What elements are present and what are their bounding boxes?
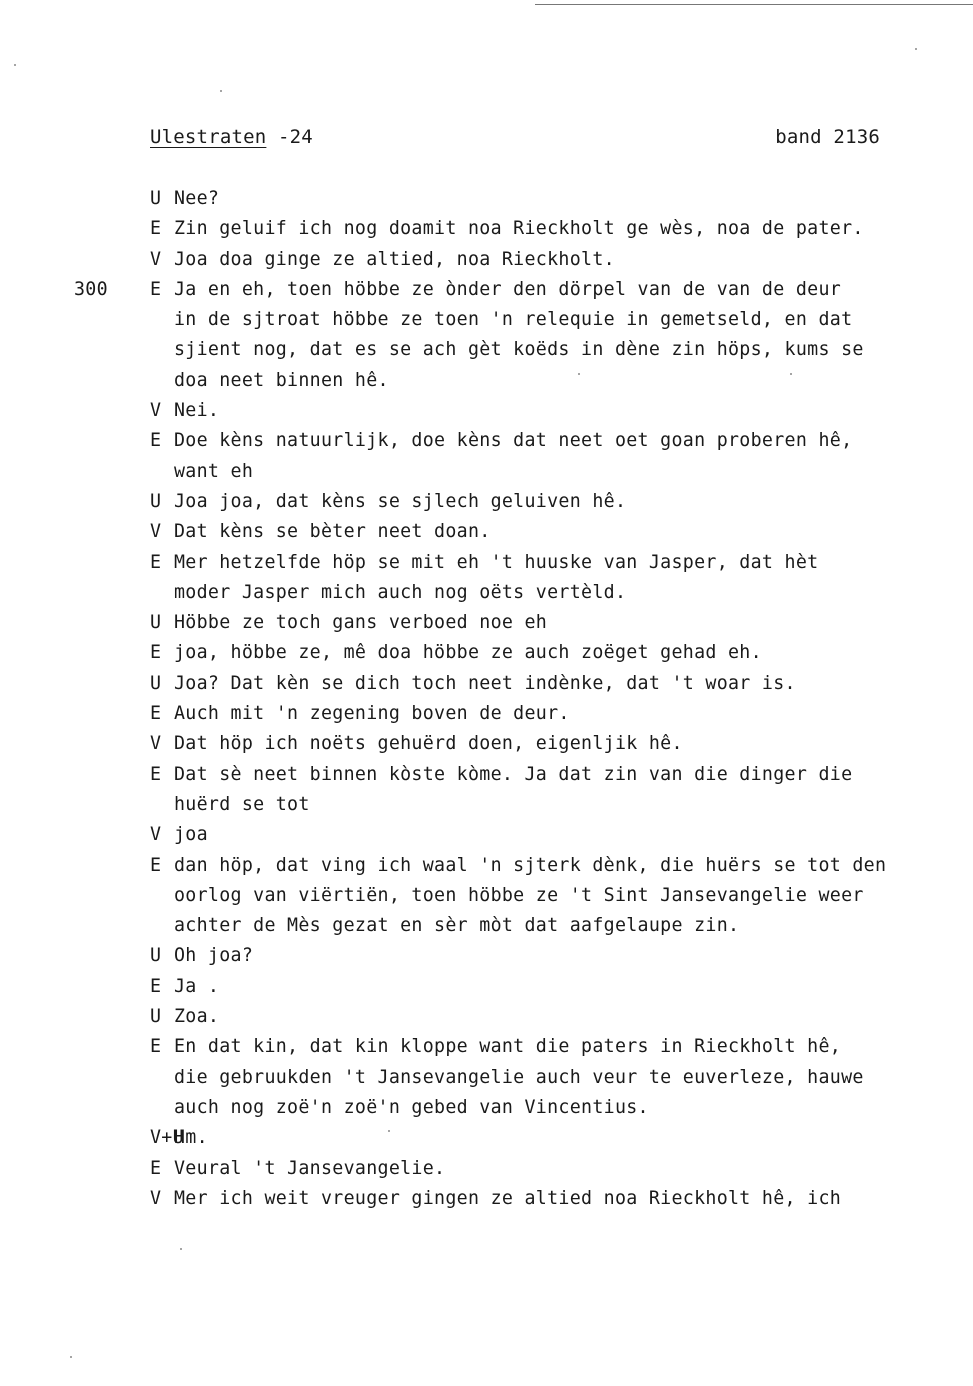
utterance-text: auch nog zoë'n zoë'n gebed van Vincentius. bbox=[174, 1096, 649, 1118]
utterance-text: in de sjtroat höbbe ze toen 'n relequie in gemetseld, en dat bbox=[174, 309, 853, 331]
transcript-line bbox=[0, 1063, 973, 1093]
scan-speck bbox=[220, 90, 222, 92]
utterance-text: Dat höp ich noëts gehuërd doen, eigenljik hê. bbox=[174, 733, 683, 755]
utterance-text: Nei. bbox=[174, 400, 220, 422]
utterance-text: Zin geluif ich nog doamit noa Rieckholt ge wès, noa de pater. bbox=[174, 218, 864, 240]
speaker-label: V bbox=[150, 1187, 162, 1209]
transcript-line bbox=[0, 548, 973, 578]
transcript-line bbox=[0, 517, 973, 547]
speaker-label: E bbox=[150, 703, 162, 725]
speaker-label: U bbox=[150, 1006, 162, 1028]
utterance-text: huërd se tot bbox=[174, 793, 310, 815]
utterance-text: dan höp, dat ving ich waal 'n sjterk dènk, die huërs se tot den bbox=[174, 854, 887, 876]
speaker-label: V bbox=[150, 521, 162, 543]
scan-speck bbox=[180, 1248, 182, 1250]
utterance-text: En dat kin, dat kin kloppe want die paters in Rieckholt hê, bbox=[174, 1036, 842, 1058]
page-number: -24 bbox=[278, 126, 313, 148]
speaker-label: E bbox=[150, 763, 162, 785]
utterance-text: doa neet binnen hê. bbox=[174, 369, 389, 391]
speaker-label: V bbox=[150, 248, 162, 270]
transcript-line bbox=[0, 275, 973, 305]
utterance-text: Joa? Dat kèn se dich toch neet indènke, dat 't woar is. bbox=[174, 672, 796, 694]
transcript-line bbox=[0, 245, 973, 275]
speaker-label: E bbox=[150, 975, 162, 997]
margin-line-number: 300 bbox=[74, 278, 108, 300]
speaker-label: U bbox=[150, 612, 162, 634]
utterance-text: Oh joa? bbox=[174, 945, 254, 967]
transcript-line bbox=[0, 669, 973, 699]
speaker-label: V bbox=[150, 400, 162, 422]
utterance-text: Joa doa ginge ze altied, noa Rieckholt. bbox=[174, 248, 615, 270]
speaker-label: E bbox=[150, 1157, 162, 1179]
speaker-label: E bbox=[150, 278, 162, 300]
transcript-line bbox=[0, 638, 973, 668]
utterance-text: Dat kèns se bèter neet doan. bbox=[174, 521, 491, 543]
transcript-line bbox=[0, 851, 973, 881]
transcript-line bbox=[0, 1093, 973, 1123]
utterance-text: Mer ich weit vreuger gingen ze altied noa Rieckholt hê, ich bbox=[174, 1187, 842, 1209]
speaker-label: E bbox=[150, 218, 162, 240]
utterance-text: Dat sè neet binnen kòste kòme. Ja dat zin van die dinger die bbox=[174, 763, 853, 785]
utterance-text: die gebruukden 't Jansevangelie auch veur te euverleze, hauwe bbox=[174, 1066, 864, 1088]
speaker-label: V+U bbox=[150, 1127, 184, 1149]
utterance-text: want eh bbox=[174, 460, 254, 482]
speaker-label: E bbox=[150, 430, 162, 452]
place-name: Ulestraten bbox=[150, 126, 267, 148]
transcript-line bbox=[0, 699, 973, 729]
utterance-text: Ja . bbox=[174, 975, 220, 997]
scan-speck bbox=[915, 48, 917, 50]
utterance-text: oorlog van viërtiën, toen höbbe ze 't Sint Jansevangelie weer bbox=[174, 884, 864, 906]
transcript-line bbox=[0, 305, 973, 335]
speaker-label: E bbox=[150, 551, 162, 573]
scan-speck bbox=[578, 373, 580, 375]
utterance-text: Doe kèns natuurlijk, doe kèns dat neet oet goan proberen hê, bbox=[174, 430, 853, 452]
utterance-text: joa, höbbe ze, mê doa höbbe ze auch zoëget gehad eh. bbox=[174, 642, 762, 664]
transcript-line bbox=[0, 214, 973, 244]
transcript-line bbox=[0, 790, 973, 820]
scan-speck bbox=[790, 373, 792, 375]
utterance-text: Auch mit 'n zegening boven de deur. bbox=[174, 703, 570, 725]
transcript-line bbox=[0, 911, 973, 941]
utterance-text: sjient nog, dat es se ach gèt koëds in dène zin höps, kums se bbox=[174, 339, 864, 361]
utterance-text: Hm. bbox=[174, 1127, 208, 1149]
utterance-text: Mer hetzelfde höp se mit eh 't huuske van Jasper, dat hèt bbox=[174, 551, 819, 573]
transcript-line bbox=[0, 426, 973, 456]
scan-speck bbox=[70, 1356, 72, 1358]
header-left bbox=[150, 124, 313, 150]
transcript-line bbox=[0, 881, 973, 911]
band-number: band 2136 bbox=[775, 126, 880, 148]
utterance-text: joa bbox=[174, 824, 208, 846]
transcript-line bbox=[0, 184, 973, 214]
transcript-line bbox=[0, 1032, 973, 1062]
transcript-line bbox=[0, 1123, 973, 1153]
transcript bbox=[0, 184, 973, 1214]
scan-speck bbox=[388, 1130, 390, 1132]
utterance-text: Zoa. bbox=[174, 1006, 220, 1028]
transcript-line bbox=[0, 820, 973, 850]
transcript-line bbox=[0, 941, 973, 971]
utterance-text: Joa joa, dat kèns se sjlech geluiven hê. bbox=[174, 490, 627, 512]
speaker-label: U bbox=[150, 490, 162, 512]
transcript-line bbox=[0, 972, 973, 1002]
utterance-text: Veural 't Jansevangelie. bbox=[174, 1157, 446, 1179]
utterance-text: Nee? bbox=[174, 188, 220, 209]
transcript-line bbox=[0, 457, 973, 487]
transcript-line bbox=[0, 487, 973, 517]
utterance-text: Ja en eh, toen höbbe ze ònder den dörpel van de van de deur bbox=[174, 278, 842, 300]
speaker-label: E bbox=[150, 642, 162, 664]
top-rule bbox=[535, 4, 973, 5]
speaker-label: U bbox=[150, 672, 162, 694]
transcript-line bbox=[0, 1002, 973, 1032]
speaker-label: E bbox=[150, 854, 162, 876]
transcript-line bbox=[0, 729, 973, 759]
scan-speck bbox=[14, 64, 16, 66]
speaker-label: V bbox=[150, 824, 162, 846]
transcript-line bbox=[0, 578, 973, 608]
speaker-label: V bbox=[150, 733, 162, 755]
transcript-line bbox=[0, 760, 973, 790]
transcript-line bbox=[0, 1154, 973, 1184]
transcript-line bbox=[0, 335, 973, 365]
speaker-label: U bbox=[150, 945, 162, 967]
utterance-text: Höbbe ze toch gans verboed noe eh bbox=[174, 612, 548, 634]
transcript-line bbox=[0, 366, 973, 396]
utterance-text: moder Jasper mich auch nog oëts vertèld. bbox=[174, 581, 627, 603]
transcript-line bbox=[0, 396, 973, 426]
speaker-label: E bbox=[150, 1036, 162, 1058]
transcript-line bbox=[0, 608, 973, 638]
speaker-label: U bbox=[150, 188, 162, 209]
transcript-line bbox=[0, 1184, 973, 1214]
utterance-text: achter de Mès gezat en sèr mòt dat aafgelaupe zin. bbox=[174, 915, 740, 937]
